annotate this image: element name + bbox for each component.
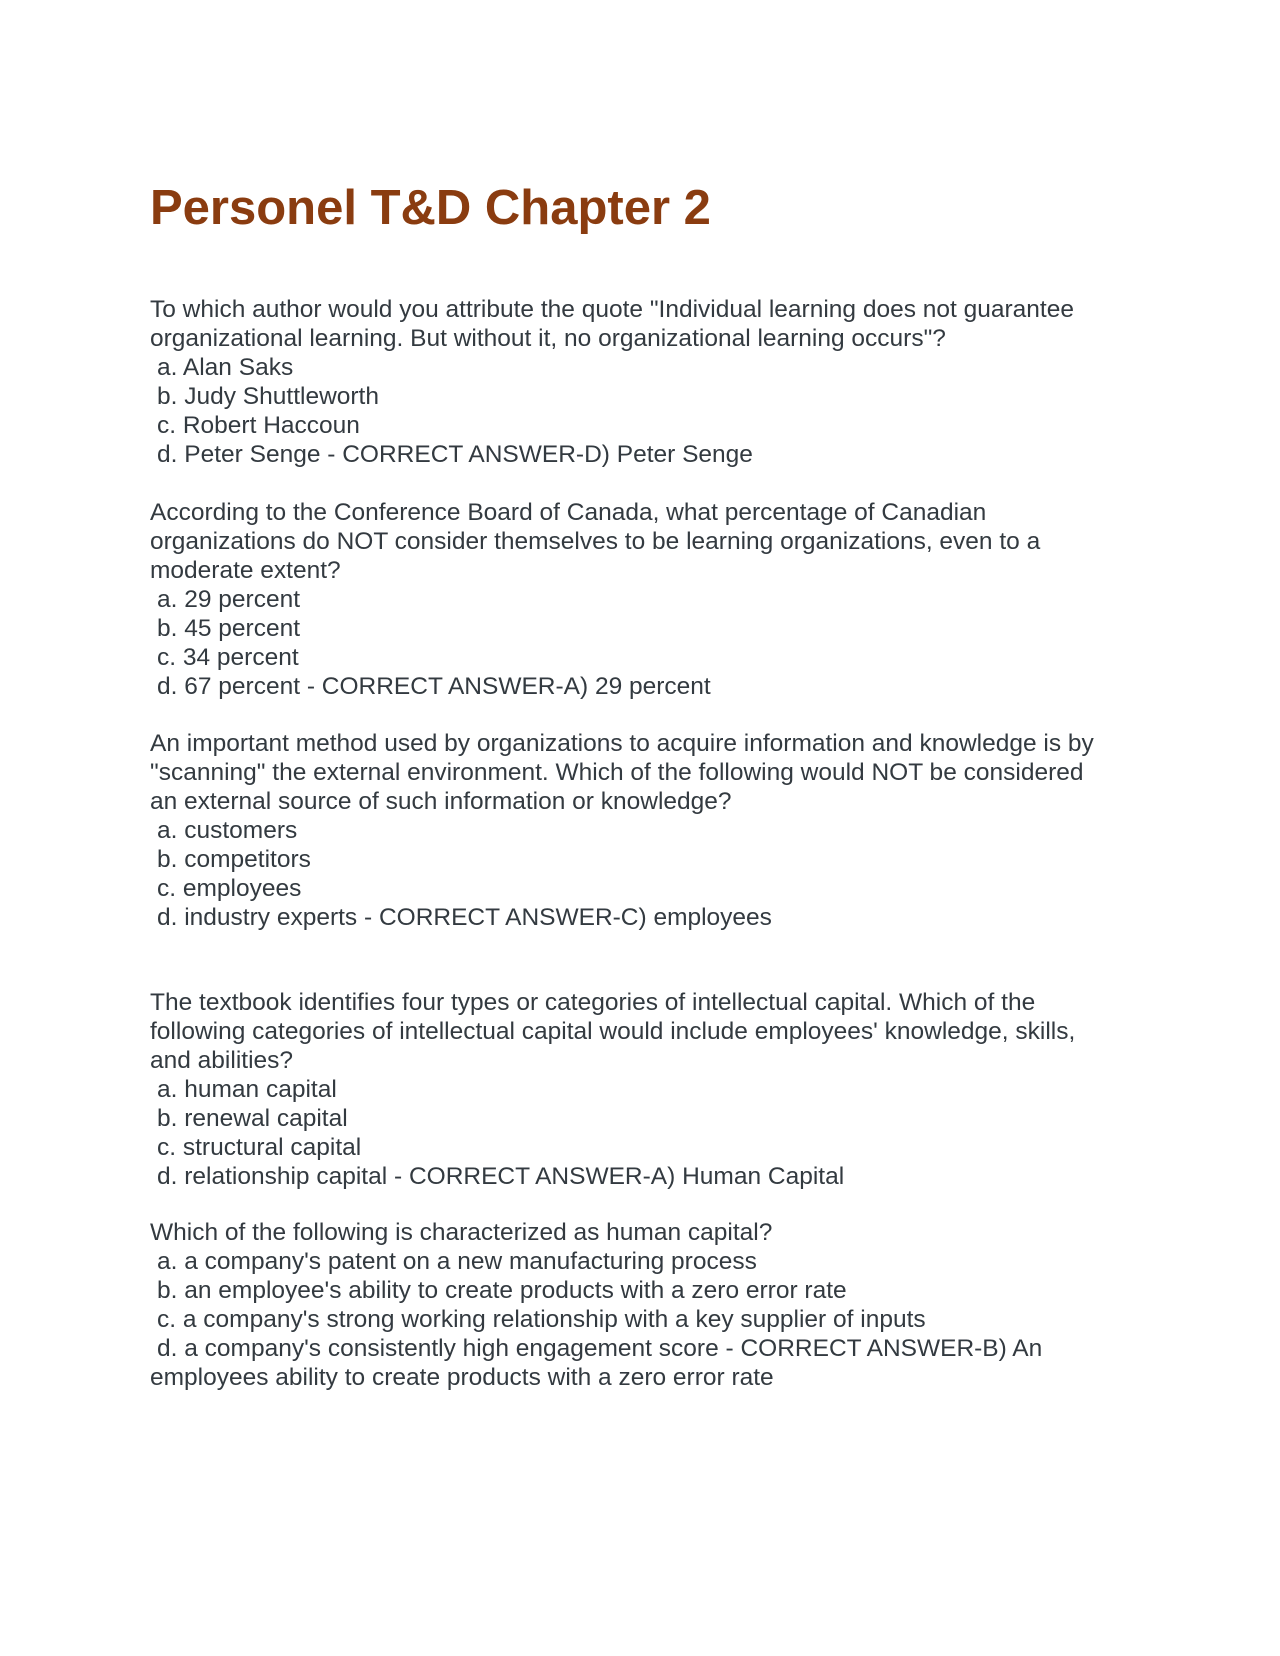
answer-option: a. human capital (157, 1076, 337, 1103)
answer-continuation: employees ability to create products with a zero error rate (150, 1364, 774, 1391)
answer-option: a. customers (157, 817, 298, 844)
question-text: organizational learning. But without it, no organizational learning occurs"? (150, 325, 946, 352)
answer-option: b. an employee's ability to create products with a zero error rate (157, 1277, 847, 1304)
question-text: and abilities? (150, 1047, 294, 1074)
answer-option: b. renewal capital (157, 1105, 348, 1132)
answer-option: a. 29 percent (157, 586, 301, 613)
question-text: The textbook identifies four types or categories of intellectual capital. Which of the (150, 989, 1036, 1016)
answer-option: c. structural capital (157, 1134, 362, 1161)
answer-option: b. 45 percent (157, 615, 301, 642)
answer-option-with-correct-answer: d. relationship capital - CORRECT ANSWER-A) Human Capital (157, 1163, 845, 1190)
page-title: Personel T&D Chapter 2 (150, 181, 711, 235)
question-text: To which author would you attribute the quote "Individual learning does not guarantee (150, 296, 1074, 323)
answer-option: b. Judy Shuttleworth (157, 383, 379, 410)
question-text: Which of the following is characterized as human capital? (150, 1219, 773, 1246)
question-text: organizations do NOT consider themselves to be learning organizations, even to a (150, 528, 1041, 555)
answer-option-with-correct-answer: d. industry experts - CORRECT ANSWER-C) employees (157, 904, 772, 931)
answer-option: a. a company's patent on a new manufacturing process (157, 1248, 757, 1275)
question-text: following categories of intellectual capital would include employees' knowledge, skills, (150, 1018, 1076, 1045)
answer-option: c. 34 percent (157, 644, 299, 671)
answer-option: a. Alan Saks (157, 354, 294, 381)
question-block (150, 1218, 1140, 1392)
question-block (150, 498, 1140, 701)
question-block (150, 988, 1140, 1191)
question-text: an external source of such information or knowledge? (150, 788, 732, 815)
question-block (150, 729, 1140, 932)
answer-option-with-correct-answer: d. Peter Senge - CORRECT ANSWER-D) Peter Senge (157, 441, 753, 468)
question-text: According to the Conference Board of Canada, what percentage of Canadian (150, 499, 987, 526)
answer-option-with-correct-answer: d. a company's consistently high engagement score - CORRECT ANSWER-B) An (157, 1335, 1043, 1362)
question-text: moderate extent? (150, 557, 341, 584)
question-text: "scanning" the external environment. Which of the following would NOT be considered (150, 759, 1084, 786)
answer-option: c. Robert Haccoun (157, 412, 360, 439)
question-text: An important method used by organizations to acquire information and knowledge is by (150, 730, 1094, 757)
answer-option: b. competitors (157, 846, 311, 873)
answer-option-with-correct-answer: d. 67 percent - CORRECT ANSWER-A) 29 percent (157, 673, 711, 700)
question-block (150, 295, 1140, 469)
answer-option: c. employees (157, 875, 302, 902)
answer-option: c. a company's strong working relationship with a key supplier of inputs (157, 1306, 926, 1333)
